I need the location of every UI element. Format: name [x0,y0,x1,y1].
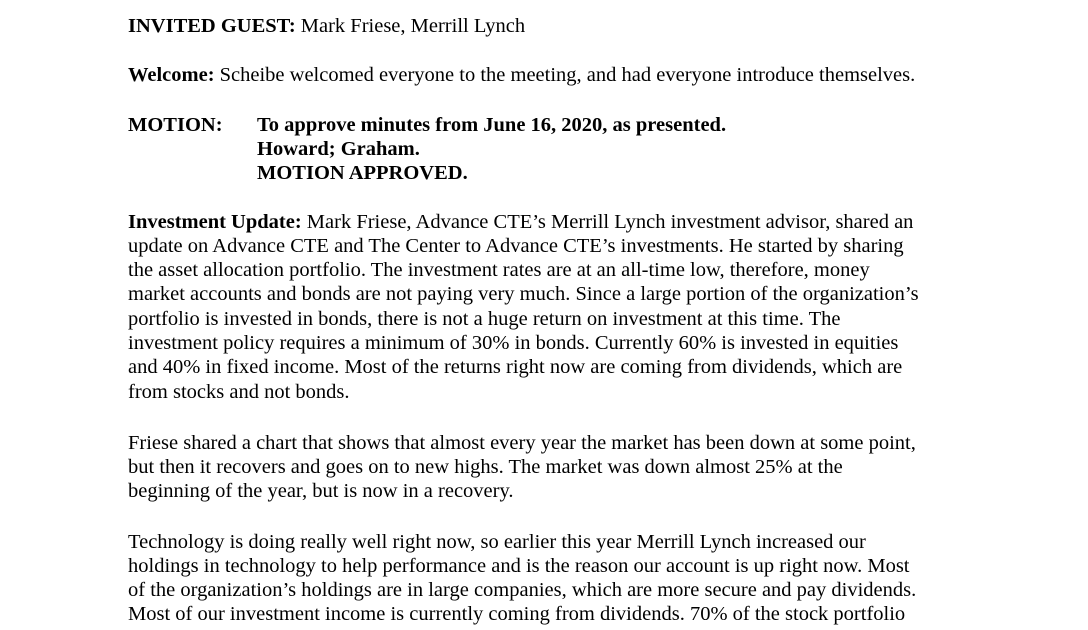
motion-label: MOTION: [128,114,223,136]
motion-line-2 [257,137,420,161]
technology-paragraph-line-4: Most of our investment income is currently coming from dividends. 70% of the stock portfolio [128,603,906,625]
investment-update-line-4: market accounts and bonds are not paying very much. Since a large portion of the organization’s [128,283,919,305]
investment-update-line-7: and 40% in fixed income. Most of the returns right now are coming from dividends, which are [128,356,903,378]
motion-text: To approve minutes from June 16, 2020, as presented. [257,114,727,136]
investment-update-line-2: update on Advance CTE and The Center to Advance CTE’s investments. He started by sharing [128,235,904,257]
investment-update-line-6: investment policy requires a minimum of 30% in bonds. Currently 60% is invested in equities [128,332,899,354]
investment-update-line-3: the asset allocation portfolio. The investment rates are at an all-time low, therefore, money [128,259,870,281]
investment-update-line-8: from stocks and not bonds. [128,381,350,403]
chart-paragraph-line-1: Friese shared a chart that shows that almost every year the market has been down at some point, [128,432,916,454]
technology-paragraph-line-2: holdings in technology to help performance and is the reason our account is up right now. Most [128,555,910,577]
investment-update-label: Investment Update: [128,211,302,233]
technology-paragraph-line-1: Technology is doing really well right now, so earlier this year Merrill Lynch increased our [128,531,866,553]
motion-result: MOTION APPROVED. [257,162,468,184]
welcome-line [128,63,915,87]
invited-guest-text: Mark Friese, Merrill Lynch [295,15,526,37]
motion-movers: Howard; Graham. [257,138,420,160]
welcome-label: Welcome: [128,64,215,86]
chart-paragraph-line-3: beginning of the year, but is now in a recovery. [128,480,514,502]
motion-label-line [128,113,223,137]
motion-line-1 [257,113,726,137]
invited-guest-line [128,14,525,38]
investment-update-line-1 [128,210,913,234]
welcome-text: Scheibe welcomed everyone to the meeting, and had everyone introduce themselves. [214,64,916,86]
invited-guest-label: INVITED GUEST: [128,15,296,37]
chart-paragraph-line-2: but then it recovers and goes on to new highs. The market was down almost 25% at the [128,456,843,478]
motion-line-3 [257,161,468,185]
investment-update-line-5: portfolio is invested in bonds, there is not a huge return on investment at this time. The [128,308,841,330]
technology-paragraph-line-3: of the organization’s holdings are in large companies, which are more secure and pay dividends. [128,579,917,601]
investment-update-first-text: Mark Friese, Advance CTE’s Merrill Lynch investment advisor, shared an [301,211,914,233]
